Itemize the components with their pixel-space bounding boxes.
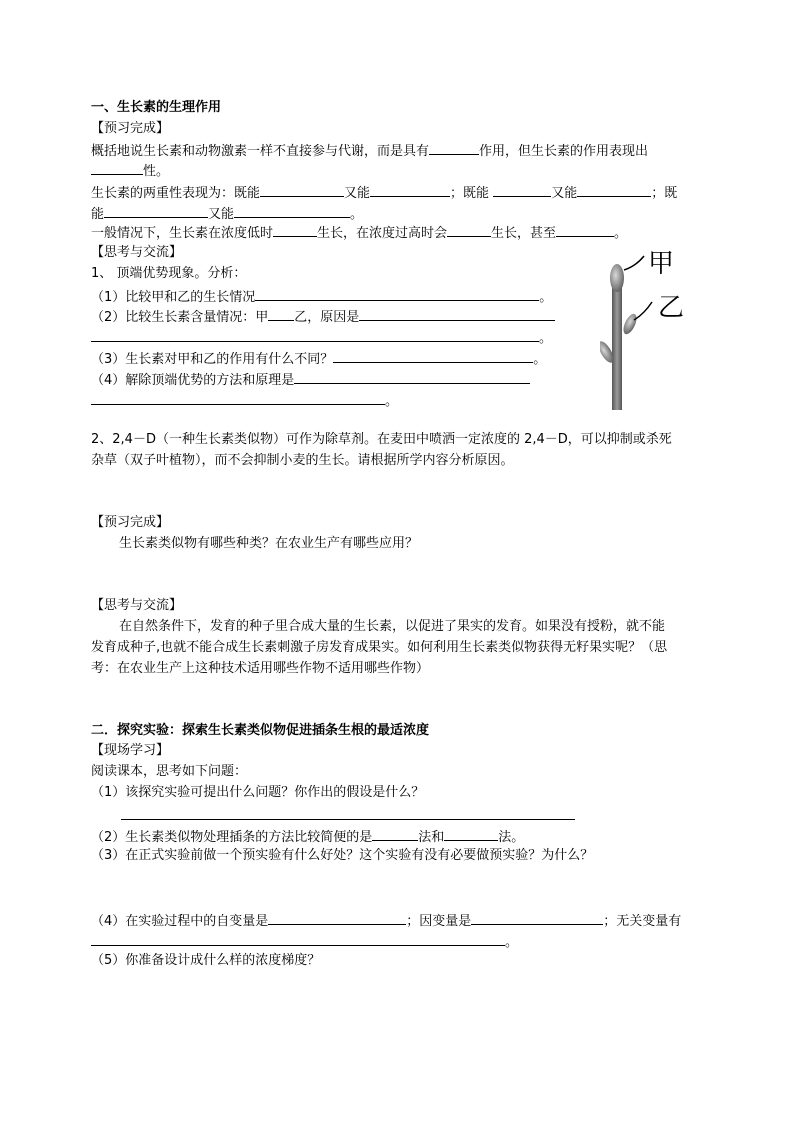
question-1-1: （1）比较甲和乙的生长情况 。 xyxy=(91,286,552,307)
preview-label: 【预习完成】 xyxy=(91,121,170,136)
section1-title: 一、生长素的生理作用 xyxy=(91,100,222,115)
lateral-bud xyxy=(621,312,639,336)
plant-illustration xyxy=(600,244,692,410)
question-2-line: 2、2,4－D（一种生长素类似物）可作为除草剂。在麦田中喷洒一定浓度的 2,4－D，可以抑制或杀死 xyxy=(91,432,672,447)
answer-line: 。 xyxy=(91,931,518,952)
fill-blank[interactable] xyxy=(91,160,143,175)
fill-blank[interactable] xyxy=(268,306,294,321)
think2-line: 考：在农业生产上这种技术适用哪些作物不适用哪些作物） xyxy=(91,661,430,676)
question-1-3: （3）生长素对甲和乙的作用有什么不同？ 。 xyxy=(91,348,546,369)
answer-line: 。 xyxy=(91,390,398,411)
fill-blank[interactable] xyxy=(260,182,344,197)
s2-question-2: （2）生长素类似物处理插条的方法比较简便的是 法和 法。 xyxy=(91,826,524,847)
fill-blank[interactable] xyxy=(273,222,317,237)
question-1-4: （4）解除顶端优势的方法和原理是 xyxy=(91,369,530,390)
fill-blank[interactable] xyxy=(121,805,575,820)
plant-stem xyxy=(612,282,622,410)
think-label: 【思考与交流】 xyxy=(91,245,183,260)
preview2-label: 【预习完成】 xyxy=(91,515,170,530)
fill-blank[interactable] xyxy=(104,203,208,218)
fill-blank[interactable] xyxy=(429,140,479,155)
fill-blank[interactable] xyxy=(372,826,418,841)
fill-blank[interactable] xyxy=(268,910,406,925)
preview2-question: 生长素类似物有哪些种类？在农业生产有哪些应用？ xyxy=(119,536,419,551)
fill-blank[interactable] xyxy=(370,182,450,197)
fill-blank[interactable] xyxy=(447,222,491,237)
fill-blank[interactable] xyxy=(577,182,651,197)
s2-question-3: （3）在正式实验前做一个预实验有什么好处？这个实验有没有必要做预实验？为什么？ xyxy=(91,848,594,863)
study-label: 【现场学习】 xyxy=(91,743,170,758)
s2-question-5: （5）你准备设计成什么样的浓度梯度？ xyxy=(91,953,321,968)
fill-blank[interactable] xyxy=(91,390,385,405)
paragraph-line: 一般情况下，生长素在浓度低时 生长，在浓度过高时会 生长，甚至 。 xyxy=(91,222,627,243)
fill-blank[interactable] xyxy=(471,910,603,925)
think2-line: 在自然条件下，发育的种子里合成大量的生长素，以促进了果实的发育。如果没有授粉，就不能 xyxy=(119,619,666,634)
s2-question-4: （4）在实验过程中的自变量是 ；因变量是 ；无关变量有 xyxy=(91,910,681,931)
apical-bud xyxy=(610,264,624,292)
fill-blank[interactable] xyxy=(91,931,505,946)
paragraph-line: 生长素的两重性表现为：既能 又能 ；既能 又能 ；既 xyxy=(91,182,677,203)
answer-line xyxy=(121,805,575,826)
think2-label: 【思考与交流】 xyxy=(91,598,183,613)
label-jia: 甲 xyxy=(648,249,675,279)
answer-line: 。 xyxy=(91,327,552,348)
plant-apical-dominance-figure xyxy=(600,244,692,410)
fill-blank[interactable] xyxy=(444,826,498,841)
paragraph-line: 性。 xyxy=(91,160,169,181)
fill-blank[interactable] xyxy=(255,286,539,301)
fill-blank[interactable] xyxy=(359,306,555,321)
paragraph-line: 概括地说生长素和动物激素一样不直接参与代谢，而是具有 作用，但生长素的作用表现出 xyxy=(91,140,648,161)
s2-question-1: （1）该探究实验可提出什么问题？你作出的假设是什么？ xyxy=(91,785,425,800)
question-1-2: （2）比较生长素含量情况：甲 乙，原因是 xyxy=(91,306,555,327)
fill-blank[interactable] xyxy=(294,369,530,384)
fill-blank[interactable] xyxy=(234,203,350,218)
intro-text: 阅读课本，思考如下问题： xyxy=(91,764,248,779)
fill-blank[interactable] xyxy=(556,222,614,237)
section2-title: 二．探究实验：探索生长素类似物促进插条生根的最适浓度 xyxy=(91,723,430,738)
fill-blank[interactable] xyxy=(493,182,551,197)
label-pointer-b xyxy=(634,302,652,320)
label-pointer-a xyxy=(624,256,644,270)
paragraph-line: 能 又能 。 xyxy=(91,203,363,224)
label-yi: 乙 xyxy=(658,293,685,323)
fill-blank[interactable] xyxy=(333,348,533,363)
fill-blank[interactable] xyxy=(91,327,539,342)
think2-line: 发育成种子,也就不能合成生长素刺激子房发育成果实。如何利用生长素类似物获得无籽果实呢？（思 xyxy=(91,640,668,655)
question-1: 1、 顶端优势现象。分析： xyxy=(91,266,247,281)
question-2-line: 杂草（双子叶植物），而不会抑制小麦的生长。请根据所学内容分析原因。 xyxy=(91,453,514,468)
